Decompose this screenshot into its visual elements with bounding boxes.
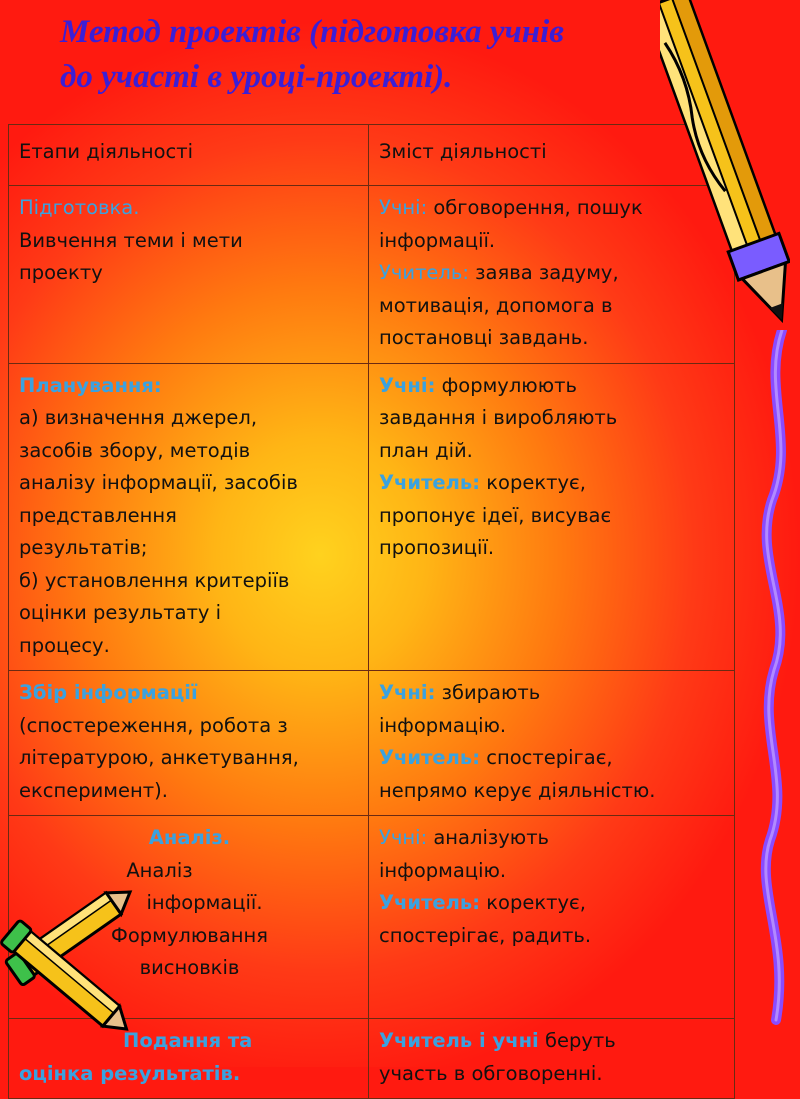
stage-text-line: проекту xyxy=(19,261,103,284)
content-line: мотивація, допомога в xyxy=(379,293,613,317)
content-line: завдання і виробляють xyxy=(379,406,618,429)
stage-label-2: оцінка результатів. xyxy=(19,1061,241,1085)
table-header-row xyxy=(9,125,735,186)
content-line: інформацію. xyxy=(379,713,507,737)
slide-title xyxy=(60,10,700,100)
content-line xyxy=(379,742,726,775)
crayon-clipart-icon xyxy=(0,860,160,1060)
students-label: Учні: xyxy=(379,826,428,849)
students-label: Учні: xyxy=(379,196,428,219)
teacher-label: Учитель: xyxy=(379,746,481,769)
stage-text-line: результатів; xyxy=(19,536,148,559)
header-stages: Етапи діяльності xyxy=(9,125,369,186)
stage-text-line: Аналіз xyxy=(126,858,193,882)
content-line xyxy=(379,887,726,920)
stage-label: Збір інформації xyxy=(19,681,198,704)
content-line xyxy=(379,467,726,500)
title-line-2: до участі в уроці-проекті). xyxy=(60,59,453,95)
teacher-label: Учитель: xyxy=(379,261,469,284)
content-line xyxy=(379,370,726,403)
header-content: Зміст діяльності xyxy=(369,125,735,186)
teacher-students-label: Учитель і учні xyxy=(379,1029,539,1052)
content-text: коректує, xyxy=(480,471,586,494)
content-text: аналізують xyxy=(427,826,550,849)
stage-text-line: представлення xyxy=(19,503,177,527)
students-label: Учні: xyxy=(379,681,436,704)
stage-text-line: оцінки результату і xyxy=(19,601,222,624)
stage-text-line: висновків xyxy=(139,956,240,979)
stage-text-line: інформації. xyxy=(146,891,263,914)
stage-text-line: Формулювання xyxy=(111,923,268,947)
content-line: постановці завдань. xyxy=(379,326,589,349)
stage-cell xyxy=(9,363,369,671)
content-line xyxy=(379,1025,726,1058)
content-line: спостерігає, радить. xyxy=(379,923,592,947)
stage-text-line: засобів збору, методів xyxy=(19,438,251,462)
table-row xyxy=(9,671,735,816)
content-text: спостерігає, xyxy=(480,746,613,769)
stage-cell xyxy=(9,186,369,364)
content-line: пропонує ідеї, висуває xyxy=(379,503,612,527)
content-line: пропозиції. xyxy=(379,536,495,559)
content-cell xyxy=(369,816,735,1019)
table-row xyxy=(9,186,735,364)
stage-text-line: б) установлення критеріїв xyxy=(19,568,290,592)
stage-text-line: літературою, анкетування, xyxy=(19,746,299,769)
stage-cell xyxy=(9,671,369,816)
content-line: участь в обговоренні. xyxy=(379,1061,603,1085)
stage-label: Аналіз. xyxy=(148,826,231,849)
content-text: формулюють xyxy=(435,373,577,397)
pencil-clipart-icon xyxy=(660,0,790,340)
content-line: інформацію. xyxy=(379,858,507,882)
content-line: план дій. xyxy=(379,438,473,462)
stage-text-line: (спостереження, робота з xyxy=(19,713,288,737)
stage-text-line: аналізу інформації, засобів xyxy=(19,471,298,494)
teacher-label: Учитель: xyxy=(379,471,481,494)
stage-label: Підготовка. xyxy=(19,196,140,219)
content-text: заява задуму, xyxy=(468,261,619,284)
stage-label: Подання та xyxy=(123,1029,253,1052)
students-label: Учні: xyxy=(379,373,436,397)
content-line xyxy=(379,822,726,855)
squiggle-ribbon-icon xyxy=(752,330,800,1030)
content-line: інформації. xyxy=(379,228,496,252)
content-text: коректує, xyxy=(480,891,586,914)
stage-text-line: експеримент). xyxy=(19,778,168,802)
stage-text-line: Вивчення теми і мети xyxy=(19,228,243,252)
content-line xyxy=(379,677,726,710)
table-row xyxy=(9,363,735,671)
content-line: непрямо керує діяльністю. xyxy=(379,778,656,802)
content-text: обговорення, пошук xyxy=(427,196,643,219)
content-text: збирають xyxy=(435,681,541,704)
content-cell xyxy=(369,671,735,816)
stage-text-line: процесу. xyxy=(19,633,110,657)
content-cell xyxy=(369,363,735,671)
content-text: беруть xyxy=(538,1029,616,1052)
content-cell xyxy=(369,1019,735,1099)
stage-label: Планування: xyxy=(19,373,162,397)
teacher-label: Учитель: xyxy=(379,891,481,914)
stage-text-line: а) визначення джерел, xyxy=(19,406,258,429)
title-line-1: Метод проектів (підготовка учнів xyxy=(60,14,565,50)
